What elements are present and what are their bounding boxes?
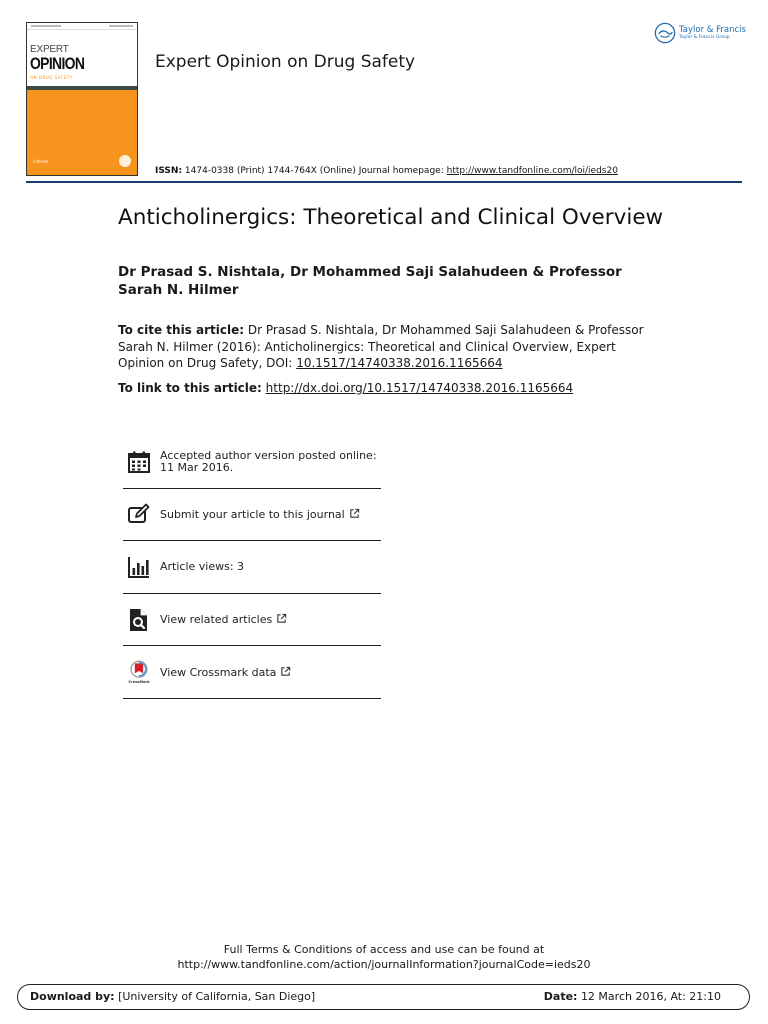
cover-circle-badge: [119, 155, 131, 167]
date-label: Date:: [543, 990, 578, 1003]
taylor-francis-logo-icon: [654, 22, 676, 44]
date-value: 12 March 2016, At: 21:10: [580, 990, 721, 1003]
publisher-logo: [654, 22, 746, 44]
terms-line-1: Full Terms & Conditions of access and use can be found at: [223, 943, 545, 956]
journal-homepage-link[interactable]: http://www.tandfonline.com/loi/ieds20: [446, 166, 618, 176]
info-item-accepted: [123, 436, 381, 489]
cite-label: To cite this article:: [118, 323, 245, 337]
bar-chart-icon: [127, 555, 151, 579]
article-authors: Dr Prasad S. Nishtala, Dr Mohammed Saji Salahudeen & Professor Sarah N. Hilmer: [118, 264, 622, 298]
homepage-label: Journal homepage:: [358, 166, 444, 176]
journal-title: Expert Opinion on Drug Safety: [155, 52, 416, 72]
related-articles-link[interactable]: View related articles: [160, 613, 273, 627]
info-label-views: Article views: 3: [160, 559, 245, 573]
terms-url-link[interactable]: http://www.tandfonline.com/action/journalInformation?journalCode=ieds20: [177, 957, 591, 971]
article-link-line: [118, 380, 573, 396]
download-label: Download by:: [30, 990, 115, 1003]
info-item-submit[interactable]: [123, 489, 381, 542]
issn-label: ISSN:: [155, 166, 183, 176]
cover-top-strip: [27, 23, 137, 30]
external-link-icon: [349, 508, 360, 519]
doi-link[interactable]: 10.1517/14740338.2016.1165664: [296, 356, 503, 370]
submit-article-link[interactable]: Submit your article to this journal: [160, 507, 345, 521]
link-label: To link to this article:: [118, 381, 262, 395]
crossmark-icon: [127, 660, 151, 684]
calendar-icon: [127, 450, 151, 474]
external-link-icon: [276, 613, 287, 624]
search-document-icon: [127, 608, 151, 632]
cover-word-expert: EXPERT: [30, 44, 69, 55]
article-url-link[interactable]: http://dx.doi.org/10.1517/14740338.2016.1165664: [265, 381, 574, 395]
publisher-name: Taylor & Francis: [679, 25, 746, 35]
external-link-icon: [280, 666, 291, 677]
header-rule: [26, 181, 742, 183]
issn-line: [155, 166, 618, 176]
cite-text: Dr Prasad S. Nishtala, Dr Mohammed Saji Salahudeen & Professor Sarah N. Hilmer (2016): Anticholinergics: Theoretical and Clinical Overview, Expert Opinion on Drug Safety, DOI:: [118, 323, 644, 370]
terms-notice: [0, 943, 768, 972]
cover-publisher-mark: informa: [33, 159, 49, 164]
info-item-related[interactable]: [123, 594, 381, 647]
article-info-list: [123, 436, 381, 699]
article-title: Anticholinergics: Theoretical and Clinical Overview: [118, 205, 664, 230]
citation: [118, 322, 648, 372]
download-value: [University of California, San Diego]: [118, 990, 316, 1003]
date-info: [544, 990, 721, 1003]
crossmark-wordmark: CrossMark: [128, 680, 150, 685]
info-item-crossmark[interactable]: [123, 646, 381, 699]
info-item-views: [123, 541, 381, 594]
publisher-group: Taylor & Francis Group: [679, 34, 730, 40]
download-footer: [17, 984, 750, 1010]
download-info: [30, 990, 315, 1003]
info-label-accepted: Accepted author version posted online: 11 Mar 2016.: [160, 448, 377, 474]
crossmark-link[interactable]: View Crossmark data: [160, 665, 277, 679]
issn-values: 1474-0338 (Print) 1744-764X (Online): [184, 166, 356, 176]
cover-subtitle: ON DRUG SAFETY: [30, 75, 73, 80]
cover-word-opinion: OPINION: [30, 54, 85, 73]
edit-icon: [127, 502, 151, 526]
journal-cover: [26, 22, 138, 176]
